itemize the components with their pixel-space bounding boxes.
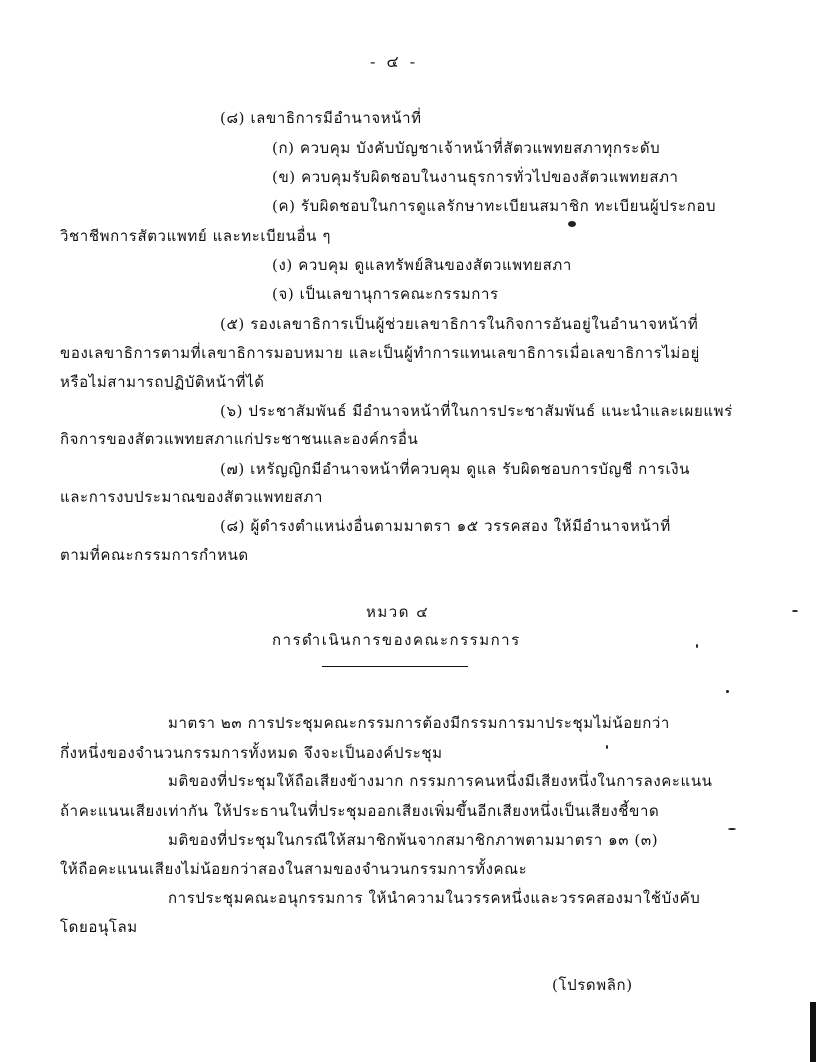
section-23-line-6: ให้ถือคะแนนเสียงไม่น้อยกว่าสองในสามของจำนวนกรรมการทั้งคณะ <box>60 860 528 878</box>
scan-speck <box>728 828 736 830</box>
section-23-line-4: ถ้าคะแนนเสียงเท่ากัน ให้ประธานในที่ประชุมออกเสียงเพิ่มขึ้นอีกเสียงหนึ่งเป็นเสียงชี้ขาด <box>60 802 660 820</box>
sub-item-ngo: (ง) ควบคุม ดูแลทรัพย์สินของสัตวแพทยสภา <box>272 256 572 274</box>
item-other-positions-continued: ตามที่คณะกรรมการกำหนด <box>60 546 249 564</box>
page-number: - ๔ - <box>370 52 419 71</box>
page-footer-turn-over: (โปรดพลิก) <box>552 976 633 994</box>
section-23-line-5: มติของที่ประชุมในกรณีให้สมาชิกพ้นจากสมาชิกภาพตามมาตรา ๑๓ (๓) <box>168 831 659 849</box>
scan-speck <box>606 745 608 749</box>
sub-item-cho: (จ) เป็นเลขานุการคณะกรรมการ <box>272 285 499 303</box>
section-23-line-8: โดยอนุโลม <box>60 918 138 936</box>
item-public-relations-continued: กิจการของสัตวแพทยสภาแก่ประชาชนและองค์กรอื่น <box>60 430 419 448</box>
sub-item-kho-khwai: (ค) รับผิดชอบในการดูแลรักษาทะเบียนสมาชิก ทะเบียนผู้ประกอบ <box>272 197 717 215</box>
chapter-heading: หมวด ๔ <box>366 603 430 621</box>
chapter-title: การดำเนินการของคณะกรรมการ <box>272 631 521 649</box>
scan-speck <box>792 610 798 612</box>
sub-item-kho: (ข) ควบคุมรับผิดชอบในงานธุรการทั่วไปของสัตวแพทยสภา <box>272 168 679 186</box>
item-treasurer-continued: และการงบประมาณของสัตวแพทยสภา <box>60 488 323 506</box>
section-23-line-2: กึ่งหนึ่งของจำนวนกรรมการทั้งหมด จึงจะเป็นองค์ประชุม <box>60 744 443 762</box>
scan-edge-shadow <box>810 1002 816 1062</box>
item-deputy-secretary-continued-2: หรือไม่สามารถปฏิบัติหน้าที่ได้ <box>60 373 265 391</box>
section-23-line-7: การประชุมคณะอนุกรรมการ ให้นำความในวรรคหนึ่งและวรรคสองมาใช้บังคับ <box>168 889 701 907</box>
sub-item-ko: (ก) ควบคุม บังคับบัญชาเจ้าหน้าที่สัตวแพทยสภาทุกระดับ <box>272 139 661 157</box>
item-treasurer: (๗) เหรัญญิกมีอำนาจหน้าที่ควบคุม ดูแล รับผิดชอบการบัญชี การเงิน <box>220 460 691 478</box>
chapter-title-underline <box>322 666 468 667</box>
scan-speck <box>696 644 698 648</box>
item-secretary-general: (๘) เลขาธิการมีอำนาจหน้าที่ <box>220 109 422 127</box>
section-23-first-line: มาตรา ๒๓ การประชุมคณะกรรมการต้องมีกรรมการมาประชุมไม่น้อยกว่า <box>168 714 670 732</box>
item-other-positions: (๘) ผู้ดำรงตำแหน่งอื่นตามมาตรา ๑๕ วรรคสอง ให้มีอำนาจหน้าที่ <box>220 517 671 535</box>
scan-speck <box>726 690 729 693</box>
item-deputy-secretary-continued-1: ของเลขาธิการตามที่เลขาธิการมอบหมาย และเป็นผู้ทำการแทนเลขาธิการเมื่อเลขาธิการไม่อยู่ <box>60 344 700 362</box>
item-deputy-secretary: (๕) รองเลขาธิการเป็นผู้ช่วยเลขาธิการในกิจการอันอยู่ในอำนาจหน้าที่ <box>220 315 699 333</box>
section-23-line-3: มติของที่ประชุมให้ถือเสียงข้างมาก กรรมการคนหนึ่งมีเสียงหนึ่งในการลงคะแนน <box>168 772 713 790</box>
scan-speck <box>568 221 576 227</box>
item-public-relations: (๖) ประชาสัมพันธ์ มีอำนาจหน้าที่ในการประชาสัมพันธ์ แนะนำและเผยแพร่ <box>220 402 733 420</box>
sub-item-kho-khwai-continued: วิชาชีพการสัตวแพทย์ และทะเบียนอื่น ๆ <box>60 227 332 245</box>
